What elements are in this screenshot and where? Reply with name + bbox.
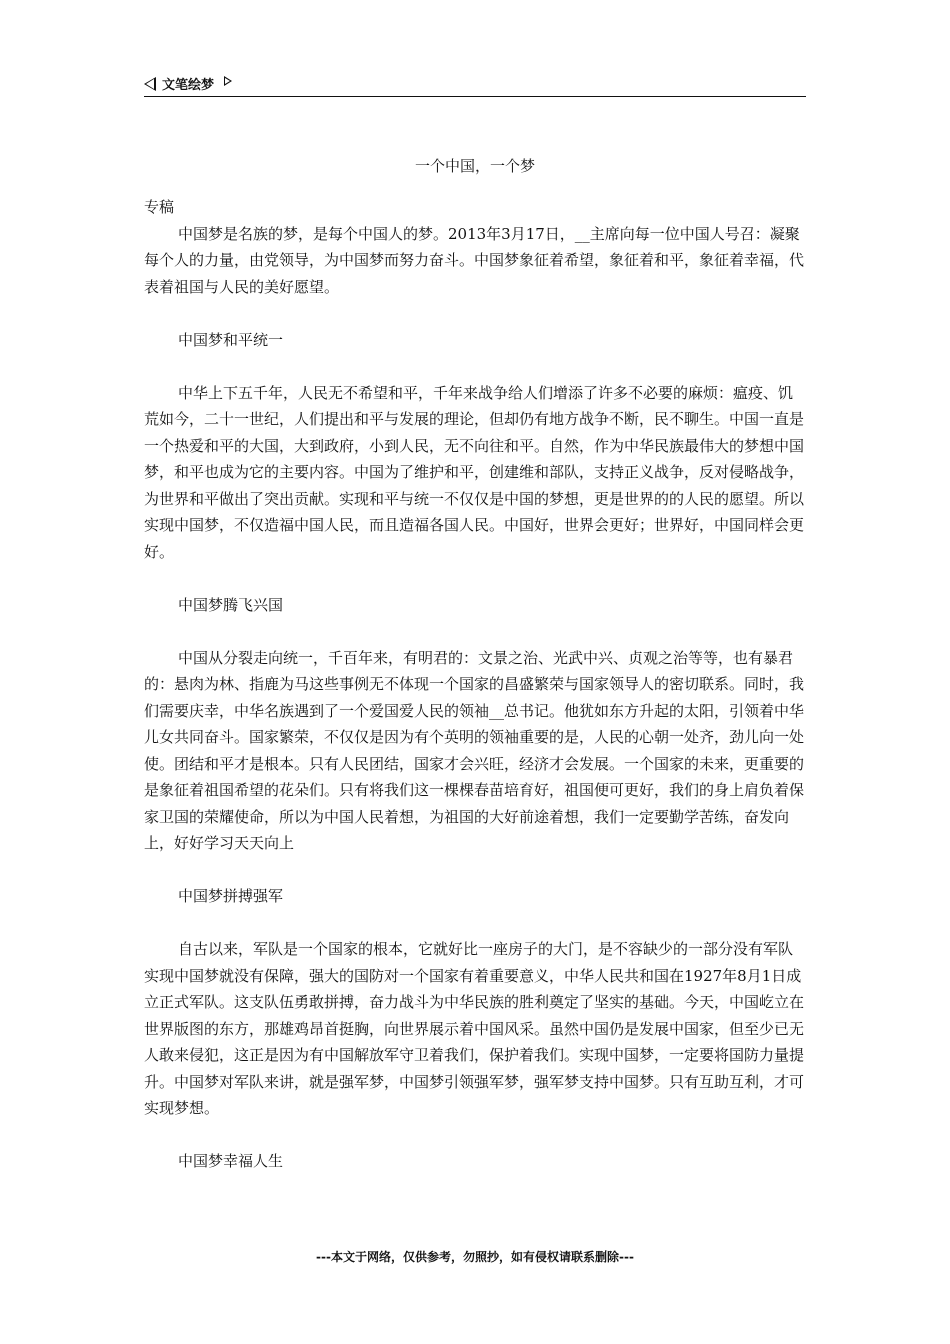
paragraph: 中华上下五千年，人民无不希望和平，千年来战争给人们增添了许多不必要的麻烦：瘟疫、饥荒如今，二十一世纪，人们提出和平与发展的理论，但却仍有地方战争不断，民不聊生。中国一直是一个热爱和平的大国，大到政府，小到人民，无不向往和平。自然，作为中华民族最伟大的梦想中国梦，和平也成为它的主要内容。中国为了维护和平，创建维和部队，支持正义战争，反对侵略战争，为世界和平做出了突出贡献。实现和平与统一不仅仅是中国的梦想，更是世界的的人民的愿望。所以实现中国梦，不仅造福中国人民，而且造福各国人民。中国好，世界会更好；世界好，中国同样会更好。 — [144, 383, 805, 561]
paragraph: 中国从分裂走向统一，千百年来，有明君的：文景之治、光武中兴、贞观之治等等，也有暴君的：悬肉为林、指鹿为马这些事例无不体现一个国家的昌盛繁荣与国家领导人的密切联系。同时，我们需要庆幸，中华名族遇到了一个爱国爱人民的领袖__总书记。他犹如东方升起的太阳，引领着中华儿女共同奋斗。国家繁荣，不仅仅是因为有个英明的领袖重要的是，人民的心朝一处齐，劲儿向一处使。团结和平才是根本。只有人民团结，国家才会兴旺，经济才会发展。一个国家的未来，更重要的是象征着祖国希望的花朵们。只有将我们这一棵棵春苗培育好，祖国便可更好，我们的身上肩负着保家卫国的荣耀使命，所以为中国人民着想，为祖国的大好前途着想，我们一定要勤学苦练，奋发向上，好好学习天天向上 — [144, 648, 805, 852]
brand-text: 文笔绘梦 — [162, 78, 215, 93]
section-heading: 中国梦幸福人生 — [178, 1152, 284, 1170]
paragraph: 中国梦是名族的梦，是每个中国人的梦。2013年3月17日，__主席向每一位中国人号召：凝聚每个人的力量，由党领导，为中国梦而努力奋斗。中国梦象征着希望，象征着和平，象征着幸福，代表着祖国与人民的美好愿望。 — [144, 224, 805, 296]
document-body — [144, 194, 806, 1175]
section-heading: 中国梦拼搏强军 — [178, 887, 284, 905]
paragraph: 自古以来，军队是一个国家的根本，它就好比一座房子的大门，是不容缺少的一部分没有军队实现中国梦就没有保障，强大的国防对一个国家有着重要意义，中华人民共和国在1927年8月1日成立正式军队。这支队伍勇敢拼搏，奋力战斗为中华民族的胜利奠定了坚实的基础。今天，中国屹立在世界版图的东方，那雄鸡昂首挺胸，向世界展示着中国风采。虽然中国仍是发展中国家，但至少已无人敢来侵犯，这正是因为有中国解放军守卫着我们，保护着我们。实现中国梦，一定要将国防力量提升。中国梦对军队来讲，就是强军梦，中国梦引领强军梦，强军梦支持中国梦。只有互助互利，才可实现梦想。 — [144, 940, 805, 1117]
byline: 专稿 — [144, 198, 175, 216]
page-footer: ---本文于网络，仅供参考，勿照抄，如有侵权请联系删除--- — [316, 1250, 634, 1264]
triangle-right-icon — [224, 76, 232, 86]
document-title: 一个中国，一个梦 — [414, 157, 535, 175]
section-heading: 中国梦和平统一 — [178, 330, 284, 349]
brand — [144, 74, 806, 93]
section-heading: 中国梦腾飞兴国 — [178, 595, 284, 614]
triangle-left-icon — [144, 77, 156, 91]
page-header — [144, 74, 806, 97]
